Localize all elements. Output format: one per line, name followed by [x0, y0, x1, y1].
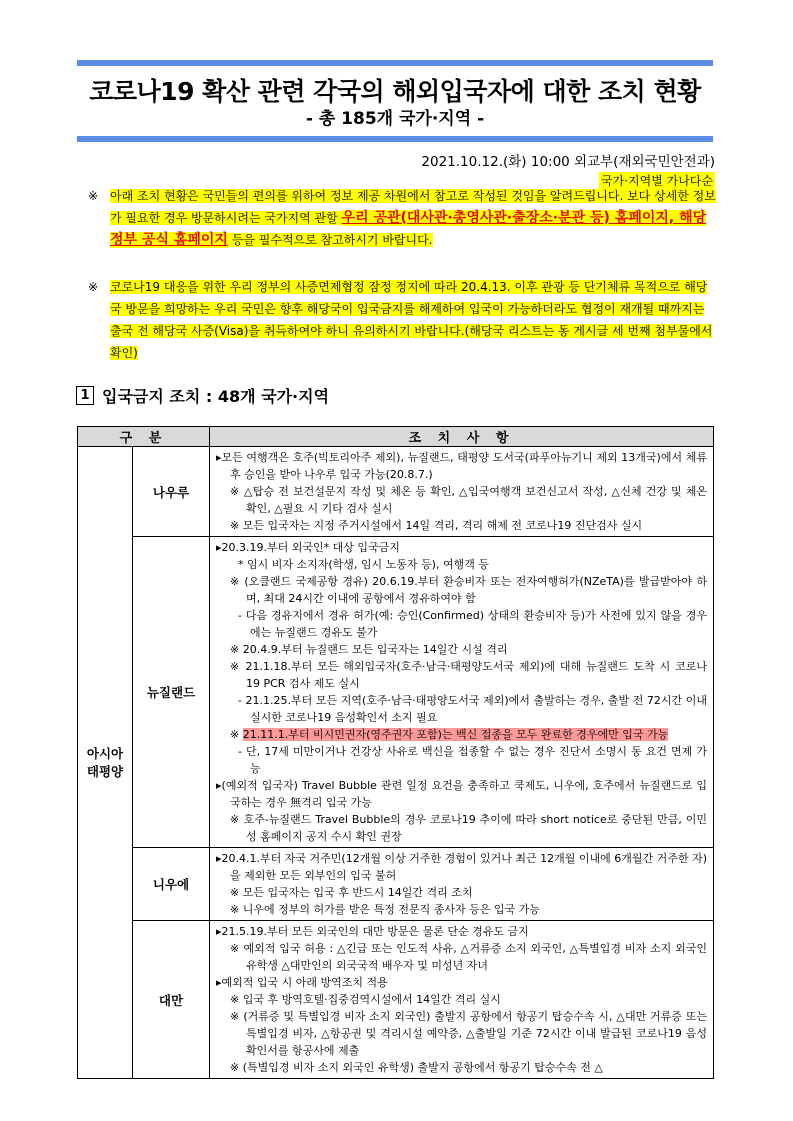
- section-number: 1: [76, 386, 94, 405]
- table-row: [78, 848, 714, 921]
- table-row: [78, 447, 714, 537]
- region-cell: [78, 447, 133, 1079]
- section-heading: [76, 384, 329, 407]
- date-line: 2021.10.12.(화) 10:00 외교부(재외국민안전과): [421, 154, 715, 170]
- note-mark: ※: [88, 189, 99, 203]
- measures-cell: [210, 848, 714, 921]
- order-note: 국가·지역별 가나다순: [601, 174, 713, 188]
- measure-line: ▸21.5.19.부터 모든 외국인의 대만 방문은 물론 단순 경유도 금지: [216, 925, 529, 938]
- table-header-row: [78, 427, 714, 447]
- measures-cell: [210, 921, 714, 1079]
- measure-line: ※ 입국 후 방역호텔·집중검역시설에서 14일간 격리 실시: [230, 993, 501, 1006]
- notice-1-text-end: 등을 필수적으로 참고하시기 바랍니다.: [227, 233, 433, 247]
- measure-line: ※ 모든 입국자는 지정 주거시설에서 14일 격리, 격리 해제 전 코로나19 진단검사 실시: [230, 519, 643, 532]
- table-row: [78, 921, 714, 1079]
- highlighted-measure: 21.11.1.부터 비시민권자(영주권자 포함)는 백신 접종을 모두 완료한 경우에만 입국 가능: [242, 728, 669, 741]
- measure-line: ※ 호주-뉴질랜드 Travel Bubble의 경우 코로나19 추이에 따라 short notice로 중단된 만큼, 이민성 홈페이지 공지 수시 확인 권장: [230, 813, 707, 843]
- document-subtitle: - 총 185개 국가·지역 -: [305, 109, 485, 129]
- country-cell: 나우루: [133, 447, 210, 537]
- measure-line: ※ 모든 입국자는 입국 후 반드시 14일간 격리 조치: [230, 886, 473, 899]
- measures-cell: [210, 537, 714, 848]
- measure-line: ※ (특별입경 비자 소지 외국인 유학생) 출발지 공항에서 항공기 탑승수속 전 △: [230, 1061, 603, 1074]
- table-body: [78, 447, 714, 1079]
- country-cell: 니우에: [133, 848, 210, 921]
- measure-line: - 21.1.25.부터 모든 지역(호주·남극·태평양도서국 제외)에서 출발하는 경우, 출발 전 72시간 이내 실시한 코로나19 음성확인서 소지 필요: [238, 694, 707, 724]
- region-label: 태평양: [86, 763, 124, 779]
- measure-line: ▸20.4.1.부터 자국 거주민(12개월 이상 거주한 경험이 있거나 최근 12개월 이내에 6개월간 거주한 자)을 제외한 모든 외부인의 입국 불허: [216, 852, 707, 882]
- notice-2-text: 코로나19 대응을 위한 우리 정부의 사증면제협정 잠정 정지에 따라 20.4.13. 이후 관광 등 단기체류 목적으로 해당국 방문을 희망하는 우리 국민은 향후 해당국이 입국금지를 해제하여 입국이 가능하더라도 협정이 재개될 때까지는 출국 전 해당국 사증(Visa)을 취득하여야 하니 유의하시기 바랍니다.(해당국 리스트는 동 게시글 세 번째 첨부물에서 확인): [110, 280, 713, 360]
- measure-line: ※ (거류증 및 특별입경 비자 소지 외국인) 출발지 공항에서 항공기 탑승수속 시, △대만 거류증 또는 특별입경 비자, △항공권 및 격리시설 예약증, △출발일 기준 72시간 이내 발급된 코로나19 음성확인서를 항공사에 제출: [230, 1010, 707, 1057]
- country-cell: 뉴질랜드: [133, 537, 210, 848]
- measure-line: ▸모든 여행객은 호주(빅토리아주 제외), 뉴질랜드, 태평양 도서국(파푸아뉴기니 제외 13개국)에서 체류 후 승인을 받아 나우루 입국 가능(20.8.7.): [216, 451, 707, 481]
- measure-line: - 다음 경유지에서 경유 허가(예: 승인(Confirmed) 상태의 환승비자 등)가 사전에 있지 않을 경우에는 뉴질랜드 경유도 불가: [238, 609, 707, 639]
- notice-2: [88, 276, 718, 364]
- note-mark: ※: [88, 280, 99, 294]
- region-label: 아시아: [86, 745, 124, 761]
- measure-line: ※ 예외적 입국 허용 : △긴급 또는 인도적 사유, △거류증 소지 외국인, △특별입경 비자 소지 외국인 유학생 △대만인의 외국국적 배우자 및 미성년 자녀: [230, 942, 707, 972]
- measure-line: ▸예외적 입국 시 아래 방역조치 적용: [216, 976, 388, 989]
- measure-line: * 임시 비자 소지자(학생, 임시 노동자 등), 여행객 등: [238, 558, 489, 571]
- measure-line: ※ 21.1.18.부터 모든 해외입국자(호주·남극·태평양도서국 제외)에 대해 뉴질랜드 도착 시 코로나19 PCR 검사 제도 실시: [230, 660, 707, 690]
- notice-1-red-text: 우리 공관(대사관·총영사관·출장소·분관 등) 홈페이지, 해당 정부 공식 홈페이지: [110, 210, 707, 248]
- measure-line: ▸(예외적 입국자) Travel Bubble 관련 일정 요건을 충족하고 쿡제도, 니우에, 호주에서 뉴질랜드로 입국하는 경우 無격리 입국 가능: [216, 779, 707, 809]
- measures-table: [77, 426, 714, 1079]
- measure-line: ※ 21.11.1.부터 비시민권자(영주권자 포함)는 백신 접종을 모두 완료한 경우에만 입국 가능: [230, 728, 669, 741]
- notice-1: [88, 185, 718, 251]
- measure-line: ※ (오클랜드 국제공항 경유) 20.6.19.부터 환승비자 또는 전자여행허가(NZeTA)를 발급받아야 하며, 최대 24시간 이내에 공항에서 경유하여야 함: [230, 575, 707, 605]
- table-row: [78, 537, 714, 848]
- notice-1-text: 아래 조치 현황은 국민들의 편의를 위하여 정보 제공 차원에서 참고로 작성된 것임을 알려드립니다. 보다 상세한 정보가 필요한 경우 방문하시려는 국가지역 관할: [110, 189, 716, 225]
- country-cell: 대만: [133, 921, 210, 1079]
- document-title: 코로나19 확산 관련 각국의 해외입국자에 대한 조치 현황: [89, 77, 701, 106]
- section-title: 입국금지 조치 : 48개 국가·지역: [102, 387, 330, 406]
- measure-line: - 단, 17세 미만이거나 건강상 사유로 백신을 접종할 수 없는 경우 진단서 소명시 동 요건 면제 가능: [238, 745, 707, 775]
- measure-line: ※ 20.4.9.부터 뉴질랜드 모든 입국자는 14일간 시설 격리: [230, 643, 508, 656]
- measures-cell: [210, 447, 714, 537]
- bottom-divider: [77, 136, 713, 142]
- header-category: 구 분: [78, 427, 210, 447]
- measure-line: ※ 니우에 정부의 허가를 받은 특정 전문직 종사자 등은 입국 가능: [230, 903, 540, 916]
- top-divider: [77, 60, 713, 66]
- header-measures: 조 치 사 항: [210, 427, 714, 447]
- measure-line: ※ △탑승 전 보건설문지 작성 및 체온 등 확인, △입국여행객 보건신고서 작성, △신체 건강 및 체온 확인, △필요 시 기타 검사 실시: [230, 485, 707, 515]
- measure-line: ▸20.3.19.부터 외국인* 대상 입국금지: [216, 541, 400, 554]
